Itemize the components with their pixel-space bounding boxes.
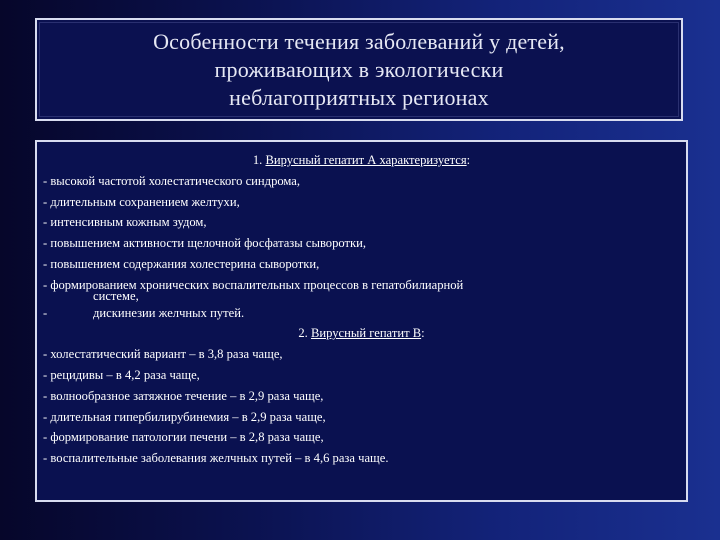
- slide-title-line-1: Особенности течения заболеваний у детей,: [153, 28, 565, 54]
- list-item: - воспалительные заболевания желчных путей – в 4,6 раза чаще.: [43, 451, 389, 466]
- slide-title-box: [35, 18, 683, 121]
- section-2-heading-colon: :: [421, 326, 425, 341]
- section-1-heading-text: Вирусный гепатит А характеризуется: [265, 153, 467, 167]
- list-item: - высокой частотой холестатического синдрома,: [43, 173, 301, 188]
- list-item-continuation: системе,: [93, 288, 139, 303]
- slide-title-line-3: неблагоприятных регионах: [229, 84, 489, 110]
- section-2-heading: [43, 323, 680, 344]
- section-1-heading-colon: :: [466, 153, 471, 167]
- list-item: - повышением активности щелочной фосфатазы сыворотки,: [43, 236, 367, 251]
- section-1-heading: [43, 150, 680, 171]
- list-item: - холестатический вариант – в 3,8 раза чаще,: [43, 347, 283, 362]
- section-2-heading-text: Вирусный гепатит В: [310, 326, 422, 341]
- list-item-text: дискинезии желчных путей.: [93, 305, 245, 320]
- list-item: - длительная гипербилирубинемия – в 2,9 раза чаще,: [43, 409, 326, 424]
- slide-content-box: [35, 140, 688, 502]
- list-item: - повышением содержания холестерина сыворотки,: [43, 256, 320, 271]
- slide-title-line-2: проживающих в экологически: [214, 56, 504, 82]
- list-item-dash: -: [43, 305, 48, 320]
- list-item: - интенсивным кожным зудом,: [43, 215, 207, 230]
- list-item: [43, 303, 680, 324]
- section-1-number: 1.: [252, 153, 263, 167]
- section-2-number: 2.: [298, 326, 308, 341]
- list-item: - формирование патологии печени – в 2,8 раза чаще,: [43, 430, 324, 445]
- list-item: - волнообразное затяжное течение – в 2,9 раза чаще,: [43, 388, 324, 403]
- list-item: - формированием хронических воспалительных процессов в гепатобилиарной: [43, 277, 464, 292]
- list-item: - длительным сохранением желтухи,: [43, 194, 240, 209]
- list-item: - рецидивы – в 4,2 раза чаще,: [43, 367, 200, 382]
